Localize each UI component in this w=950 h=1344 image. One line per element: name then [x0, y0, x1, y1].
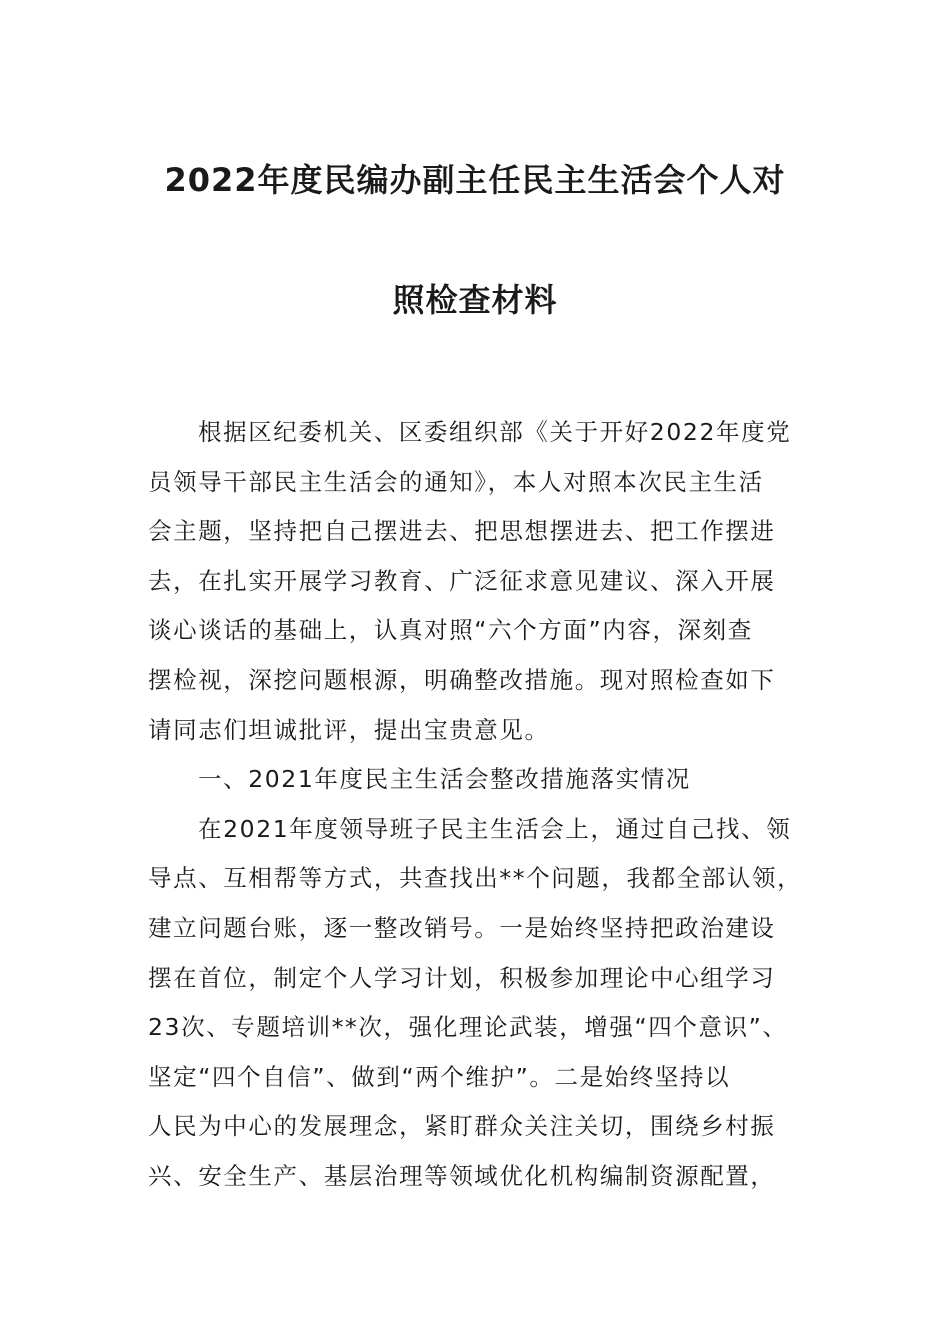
body-line: 摆检视，深挖问题根源，明确整改措施。现对照检查如下 — [148, 665, 776, 694]
body-line: 谈心谈话的基础上，认真对照“六个方面”内容，深刻查 — [148, 616, 753, 645]
body-line: 员领导干部民主生活会的通知》，本人对照本次民主生活 — [148, 467, 764, 496]
section-heading: 一、2021年度民主生活会整改措施落实情况 — [198, 765, 691, 794]
body-line: 去，在扎实开展学习教育、广泛征求意见建议、深入开展 — [148, 566, 776, 595]
body-line: 会主题，坚持把自己摆进去、把思想摆进去、把工作摆进 — [148, 517, 776, 546]
body-line: 坚定“四个自信”、做到“两个维护”。二是始终坚持以 — [148, 1062, 731, 1091]
body-line: 建立问题台账，逐一整改销号。一是始终坚持把政治建设 — [148, 913, 776, 942]
document-title-line-1: 2022年度民编办副主任民主生活会个人对 — [164, 161, 786, 199]
body-line: 摆在首位，制定个人学习计划，积极参加理论中心组学习 — [148, 963, 776, 992]
body-line: 人民为中心的发展理念，紧盯群众关注关切，围绕乡村振 — [148, 1112, 776, 1141]
body-line: 在2021年度领导班子民主生活会上，通过自己找、领 — [198, 814, 792, 843]
body-line: 根据区纪委机关、区委组织部《关于开好2022年度党 — [198, 418, 792, 446]
body-line: 23次、专题培训**次，强化理论武装，增强“四个意识”、 — [148, 1013, 788, 1042]
body-line: 兴、安全生产、基层治理等领域优化机构编制资源配置， — [148, 1161, 776, 1190]
document-title-line-2: 照检查材料 — [392, 281, 558, 319]
document-body — [148, 408, 813, 1202]
body-line: 请同志们坦诚批评，提出宝贵意见。 — [148, 715, 550, 744]
body-line: 导点、互相帮等方式，共查找出**个问题，我都全部认领， — [148, 864, 803, 893]
